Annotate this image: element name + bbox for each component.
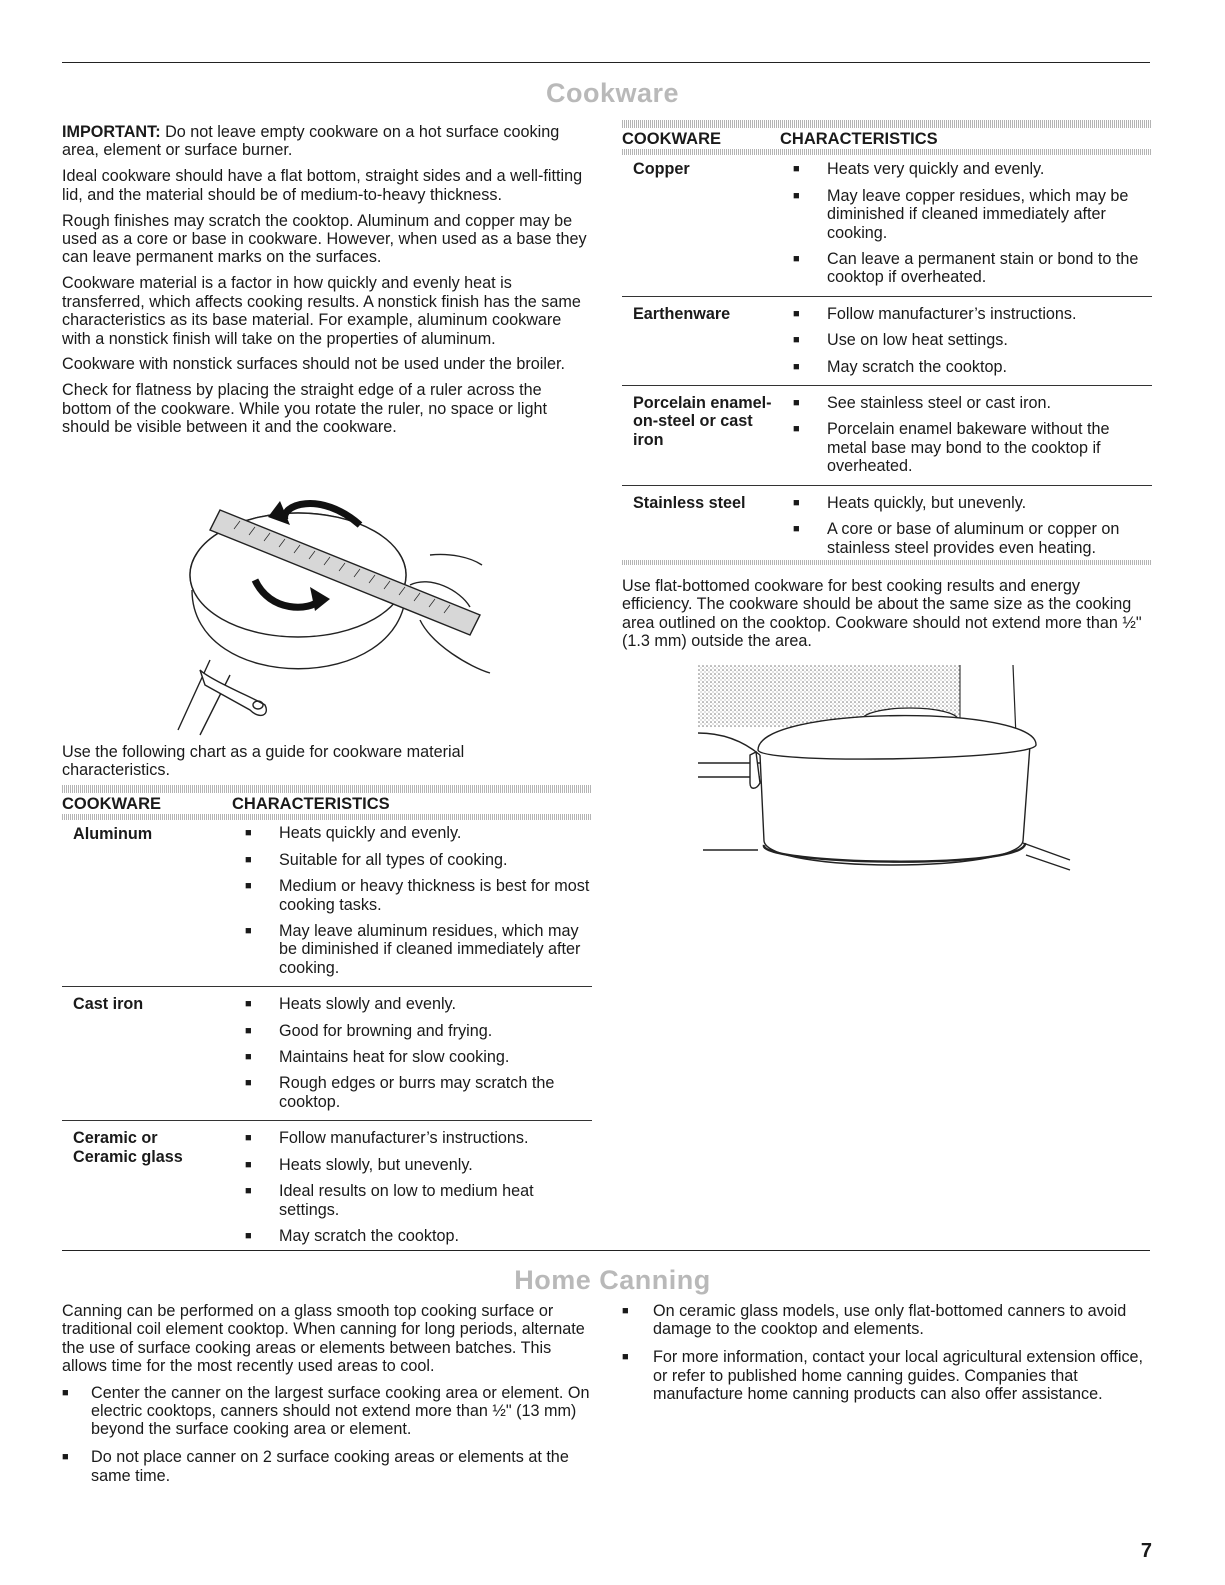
list-item: ■ May leave copper residues, which may be diminished if cleaned immediately after cooking.: [793, 187, 1151, 242]
list-item: ■ A core or base of aluminum or copper on stainless steel provides even heating.: [793, 520, 1151, 557]
list-item: ■ Maintains heat for slow cooking.: [245, 1048, 591, 1066]
paragraph: Cookware with nonstick surfaces should not be used under the broiler.: [62, 355, 565, 374]
list-item: ■ Follow manufacturer’s instructions.: [245, 1129, 591, 1147]
characteristics-list: [245, 824, 591, 977]
canning-intro: Canning can be performed on a glass smooth top cooking surface or traditional coil element cooktop. When canning for long periods, alternate the use of surface cooking areas or elements between batches. This allows time for the most recently used areas to cool.: [62, 1302, 585, 1376]
list-item: ■ Follow manufacturer’s instructions.: [793, 305, 1151, 323]
list-item: ■ Heats quickly, but unevenly.: [793, 494, 1151, 512]
list-item: ■ Can leave a permanent stain or bond to the cooktop if overheated.: [793, 250, 1151, 287]
header-bottom-hatch: [622, 149, 1152, 155]
list-item: ■ Heats very quickly and evenly.: [793, 160, 1151, 178]
header-cookware: COOKWARE: [622, 130, 721, 148]
paragraph: Check for flatness by placing the straight edge of a ruler across the bottom of the cookware. While you rotate the ruler, no space or light should be visible between it and the cookware.: [62, 381, 547, 437]
list-item: ■ Center the canner on the largest surface cooking area or element. On electric cooktops, canners should not extend more than ½" (13 mm) beyond the surface cooking area or element.: [62, 1384, 592, 1439]
header-characteristics: CHARACTERISTICS: [232, 795, 390, 813]
table-bottom-hatch: [622, 560, 1152, 565]
list-item: ■ Heats slowly and evenly.: [245, 995, 591, 1013]
material-name: Copper: [633, 160, 690, 179]
flat-bottom-paragraph: Use flat-bottomed cookware for best cooking results and energy efficiency. The cookware should be about the same size as the cooking area outlined on the cooktop. Cookware should not extend more than ½" (1.3 mm) outside the area.: [622, 576, 1142, 651]
table-top-hatch: [622, 120, 1152, 128]
canning-rule: [62, 1250, 1150, 1251]
table-header-row: [622, 128, 1152, 149]
cookware-table-body: [62, 824, 592, 1254]
header-bottom-hatch: [62, 814, 592, 820]
material-name: Stainless steel: [633, 493, 746, 512]
list-item: ■ Heats slowly, but unevenly.: [245, 1156, 591, 1174]
list-item: ■ May scratch the cooktop.: [793, 358, 1151, 376]
material-name: Ceramic or Ceramic glass: [73, 1129, 183, 1166]
header-cookware: COOKWARE: [62, 795, 161, 813]
canning-title: Home Canning: [514, 1265, 711, 1295]
list-item: ■ May leave aluminum residues, which may be diminished if cleaned immediately after cooking.: [245, 922, 591, 977]
table-row: [62, 987, 592, 1121]
list-item: ■ Ideal results on low to medium heat settings.: [245, 1182, 591, 1219]
table-header-row: [62, 793, 592, 814]
list-item: ■ Good for browning and frying.: [245, 1022, 591, 1040]
list-item: ■ Medium or heavy thickness is best for most cooking tasks.: [245, 877, 591, 914]
important-label: IMPORTANT:: [62, 123, 161, 141]
chart-intro: Use the following chart as a guide for cookware material characteristics.: [62, 743, 465, 780]
important-text: Do not leave empty cookware on a hot surface cooking area, element or surface burner.: [62, 123, 560, 160]
cookware-table-body: [622, 159, 1152, 560]
list-item: ■ See stainless steel or cast iron.: [793, 394, 1151, 412]
cookware-table-right: [622, 120, 1152, 651]
material-name: Earthenware: [633, 304, 731, 323]
cookware-table: [62, 793, 592, 814]
cookware-table: [622, 128, 1152, 149]
page-number: 7: [1140, 1540, 1152, 1562]
cookware-title: Cookware: [545, 78, 680, 108]
cookware-intro-column: [62, 123, 592, 444]
important-paragraph: [62, 123, 592, 160]
canning-right-column: [622, 1302, 1152, 1413]
characteristics-list: [245, 1129, 591, 1245]
material-name: Porcelain enamel-on-steel or cast iron: [633, 394, 772, 449]
paragraph: Cookware material is a factor in how quickly and evenly heat is transferred, which affects cooking results. A nonstick finish has the same characteristics as its base material. For example, aluminum cookware with a nonstick finish will take on the properties of aluminum.: [62, 274, 581, 348]
cookware-table-left: [62, 785, 592, 1254]
characteristics-list: [793, 494, 1151, 557]
header-characteristics: CHARACTERISTICS: [780, 130, 938, 148]
canning-left-column: [62, 1302, 592, 1495]
list-item: ■ Rough edges or burrs may scratch the cooktop.: [245, 1074, 591, 1111]
list-item: ■ Porcelain enamel bakeware without the metal base may bond to the cooktop if overheated.: [793, 420, 1151, 475]
list-item: ■ Suitable for all types of cooking.: [245, 851, 591, 869]
list-item: ■ Heats quickly and evenly.: [245, 824, 591, 842]
table-row: [62, 1121, 592, 1255]
table-row: [622, 485, 1152, 560]
top-rule: [62, 62, 1150, 63]
ruler-flatness-illustration: [170, 495, 500, 745]
canning-left-list: [62, 1384, 592, 1486]
canning-right-list: [622, 1302, 1152, 1404]
table-row: [622, 296, 1152, 385]
characteristics-list: [245, 995, 591, 1111]
characteristics-list: [793, 305, 1151, 376]
pot-on-cooktop-illustration: [698, 665, 1078, 890]
characteristics-list: [793, 394, 1151, 476]
list-item: ■ May scratch the cooktop.: [245, 1227, 591, 1245]
characteristics-list: [793, 160, 1151, 286]
list-item: ■ Do not place canner on 2 surface cooking areas or elements at the same time.: [62, 1448, 592, 1485]
table-row: [622, 159, 1152, 296]
material-name: Cast iron: [73, 995, 144, 1014]
list-item: ■ For more information, contact your local agricultural extension office, or refer to published home canning guides. Companies that manufacture home canning products can also offer assistance.: [622, 1348, 1152, 1403]
table-top-hatch: [62, 785, 592, 793]
list-item: ■ Use on low heat settings.: [793, 331, 1151, 349]
paragraph: Rough finishes may scratch the cooktop. Aluminum and copper may be used as a core or base in cookware. However, when used as a base they can leave permanent marks on the surfaces.: [62, 211, 587, 267]
table-row: [62, 824, 592, 986]
list-item: ■ On ceramic glass models, use only flat-bottomed canners to avoid damage to the cooktop and elements.: [622, 1302, 1152, 1339]
paragraph: Ideal cookware should have a flat bottom, straight sides and a well-fitting lid, and the material should be of medium-to-heavy thickness.: [62, 167, 583, 204]
material-name: Aluminum: [73, 825, 153, 844]
table-row: [622, 386, 1152, 486]
